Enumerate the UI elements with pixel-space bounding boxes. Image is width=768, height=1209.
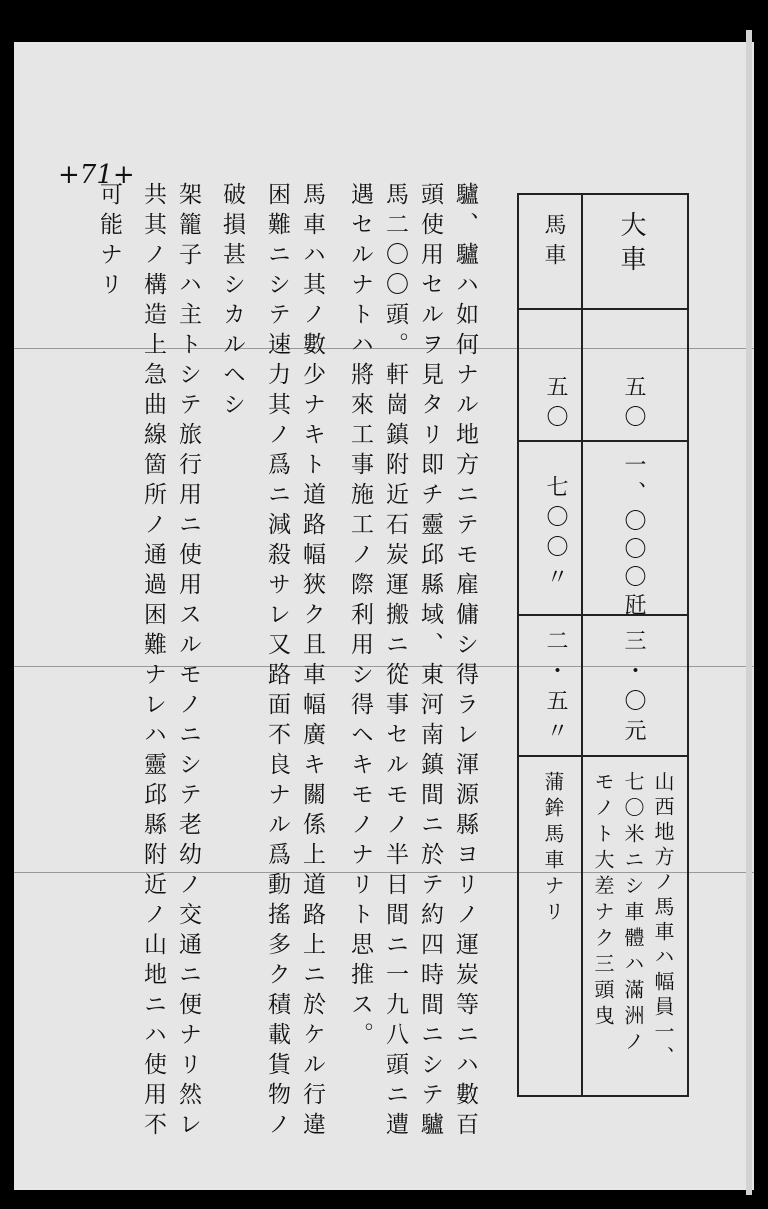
body-column: 可能ナリ — [96, 182, 122, 302]
table-divider — [519, 308, 687, 310]
body-column: 遇セルナトハ將來工事施工ノ際利用シ得ヘキモノナリト思推ス。 — [347, 182, 373, 1052]
body-column: 架籠子ハ主トシテ旅行用ニ使用スルモノニシテ老幼ノ交通ニ便ナリ然レ — [175, 182, 201, 1142]
table-cell: 五〇 — [621, 375, 646, 435]
table-cell: 一、〇〇〇瓩 — [621, 453, 646, 621]
body-column: 驢、驢ハ如何ナル地方ニテモ雇傭シ得ラレ渾源縣ヨリノ運炭等ニハ數百 — [452, 182, 478, 1142]
body-column: 馬車ハ其ノ數少ナキト道路幅狹ク且車幅廣キ關係上道路上ニ於ケル行違 — [299, 182, 325, 1142]
table-cell: 蒲鉾馬車ナリ — [541, 771, 565, 927]
table-header-cart: 大車 — [616, 211, 646, 279]
table-divider — [519, 614, 687, 616]
table-header-horse-cart: 馬車 — [541, 213, 566, 273]
body-column: 困難ニシテ速力其ノ爲ニ減殺サレ又路面不良ナル爲動搖多ク積載貨物ノ — [264, 182, 290, 1142]
table-divider — [519, 755, 687, 757]
table-cell: 七〇〇〃 — [543, 475, 568, 595]
body-column: 頭使用セルヲ見タリ即チ靈邱縣域、東河南鎮間ニ於テ約四時間ニシテ驢 — [417, 182, 443, 1142]
table-cell: 七〇米ニシ車體ハ滿洲ノ — [621, 771, 645, 1057]
table-divider — [519, 440, 687, 442]
body-column: 共其ノ構造上急曲線箇所ノ通過困難ナレハ靈邱縣附近ノ山地ニハ使用不 — [140, 182, 166, 1142]
page-edge — [746, 30, 752, 1195]
table-cell: 三・〇元 — [621, 629, 646, 749]
body-column: 馬二〇〇頭。軒崗鎮附近石炭運搬ニ從事セルモノ半日間ニ一九八頭ニ遭 — [382, 182, 408, 1142]
comparison-table — [517, 193, 689, 1097]
table-cell: 山西地方ノ馬車ハ幅員一、 — [651, 771, 675, 1071]
table-cell: 五〇 — [543, 375, 568, 435]
table-cell: モノト大差ナク三頭曳 — [591, 771, 615, 1031]
table-divider — [581, 195, 583, 1095]
table-cell: 二・五〃 — [543, 629, 568, 749]
body-column: 破損甚シカルヘシ — [219, 182, 245, 422]
page-number: +71+ — [58, 160, 135, 190]
